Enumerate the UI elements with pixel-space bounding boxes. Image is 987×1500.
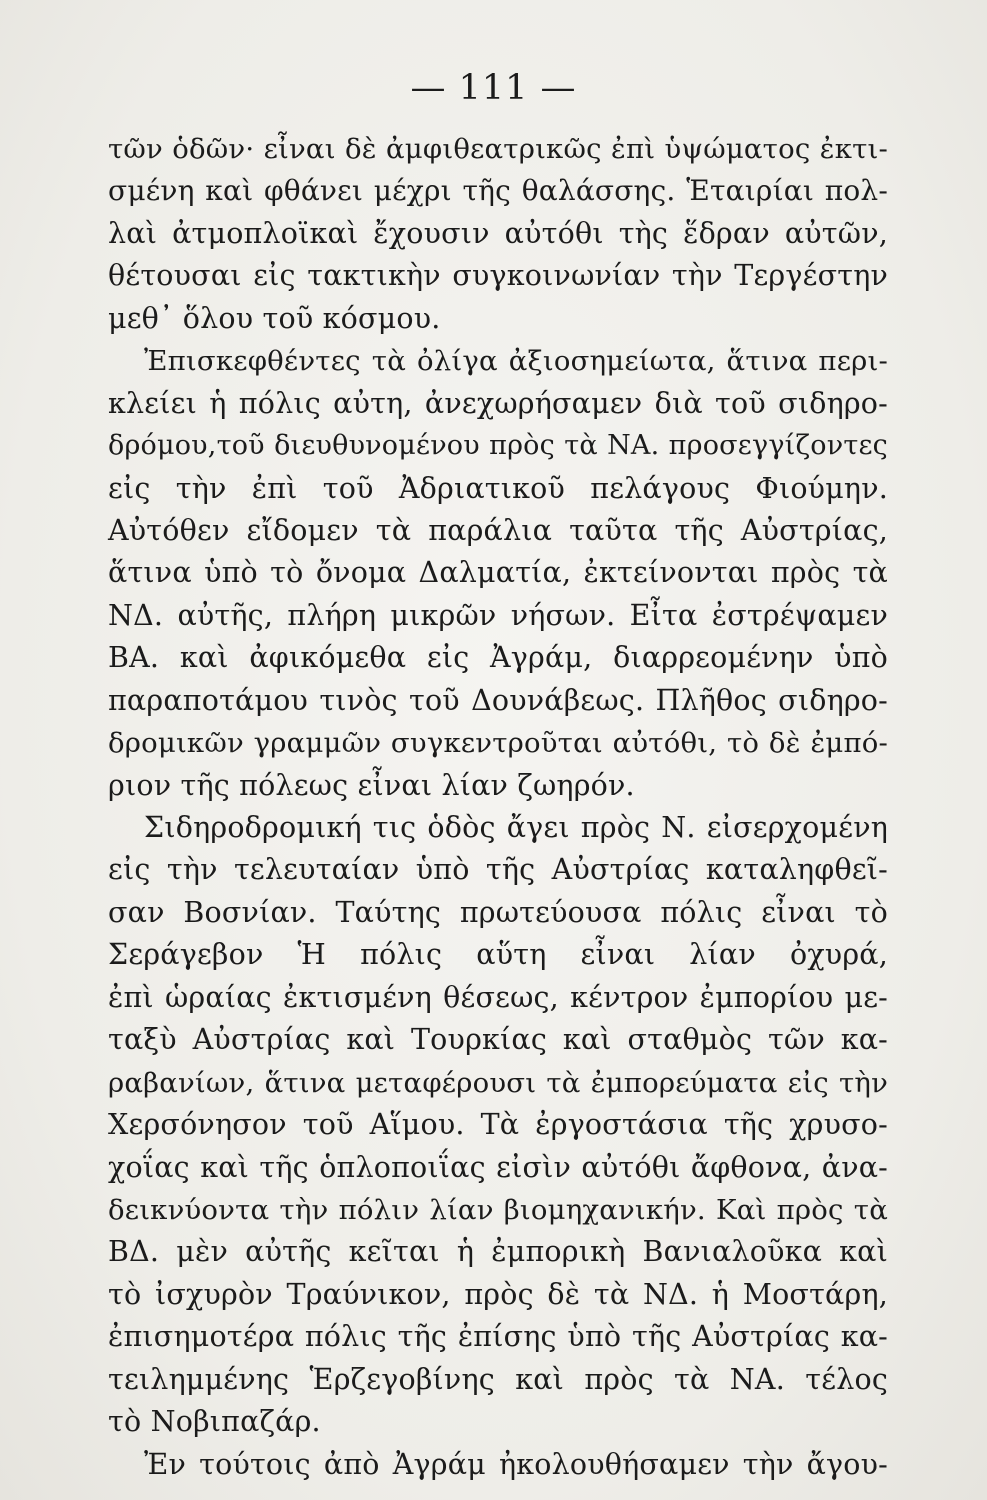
text-line: Σιδηροδρομική τις ὁδὸς ἄγει πρὸς Ν. εἰσερχομένη xyxy=(144,811,888,844)
text-line: ἅτινα ὑπὸ τὸ ὄνομα Δαλματία, ἐκτείνονται πρὸς τὰ xyxy=(108,556,888,590)
text-line: τειλημμένης Ἑρζεγοβίνης καὶ πρὸς τὰ ΝΑ. τέλος xyxy=(108,1362,888,1396)
text-line: δρόμου,τοῦ διευθυνομένου πρὸς τὰ ΝΑ. προσεγγίζοντες xyxy=(108,430,888,462)
text-line: παραποτάμου τινὸς τοῦ Δουνάβεως. Πλῆθος σιδηρο- xyxy=(108,683,888,717)
text-line: κλείει ἡ πόλις αὐτη, ἀνεχωρήσαμεν διὰ τοῦ σιδηρο- xyxy=(108,386,888,420)
text-line: ἐπὶ ὡραίας ἐκτισμένη θέσεως, κέντρον ἐμπορίου με- xyxy=(108,980,888,1014)
text-line: εἰς τὴν ἐπὶ τοῦ Ἀδριατικοῦ πελάγους Φιούμην. xyxy=(108,471,888,505)
text-line: θέτουσαι εἰς τακτικὴν συγκοινωνίαν τὴν Τεργέστην xyxy=(108,259,888,293)
text-line: ΒΑ. καὶ ἀφικόμεθα εἰς Ἀγράμ, διαρρεομένην ὑπὸ xyxy=(108,641,888,675)
page-number: — 111 — xyxy=(410,68,577,108)
text-line: ριον τῆς πόλεως εἶναι λίαν ζωηρόν. xyxy=(108,768,635,802)
text-line: λαὶ ἀτμοπλοϊκαὶ ἔχουσιν αὐτόθι τὴς ἕδραν αὐτῶν, xyxy=(108,216,888,250)
text-line: ταξὺ Αὐστρίας καὶ Τουρκίας καὶ σταθμὸς τῶν κα- xyxy=(108,1023,888,1057)
text-line: ραβανίων, ἅτινα μεταφέρουσι τὰ ἐμπορεύματα εἰς τὴν xyxy=(108,1066,888,1099)
text-line: τῶν ὁδῶν· εἶναι δὲ ἀμφιθεατρικῶς ἐπὶ ὑψώματος ἐκτι- xyxy=(108,133,888,165)
text-line: εἰς τὴν τελευταίαν ὑπὸ τῆς Αὐστρίας καταληφθεῖ- xyxy=(108,853,888,887)
text-line: δρομικῶν γραμμῶν συγκεντροῦται αὐτόθι, τὸ δὲ ἐμπό- xyxy=(108,727,888,760)
text-line: Αὐτόθεν εἴδομεν τὰ παράλια ταῦτα τῆς Αὐστρίας, xyxy=(108,513,888,547)
text-line: μεθ᾽ ὅλου τοῦ κόσμου. xyxy=(108,301,441,335)
text-line: Ἐν τούτοις ἀπὸ Ἀγράμ ἠκολουθήσαμεν τὴν ἄγου- xyxy=(144,1447,888,1481)
text-line: σμένη καὶ φθάνει μέχρι τῆς θαλάσσης. Ἑταιρίαι πολ- xyxy=(108,174,888,208)
text-line: τὸ ἰσχυρὸν Τραύνικον, πρὸς δὲ τὰ ΝΔ. ἡ Μοστάρη, xyxy=(108,1277,888,1311)
text-line: ΒΔ. μὲν αὐτῆς κεῖται ἡ ἐμπορικὴ Βανιαλοῦκα καὶ xyxy=(108,1235,888,1269)
text-line: χοΐας καὶ τῆς ὁπλοποιΐας εἰσὶν αὐτόθι ἄφθονα, ἀνα- xyxy=(108,1150,888,1184)
text-line: Χερσόνησον τοῦ Αἵμου. Τὰ ἐργοστάσια τῆς χρυσο- xyxy=(108,1108,888,1142)
text-line: τὸ Νοβιπαζάρ. xyxy=(108,1405,321,1439)
text-line: Ἐπισκεφθέντες τὰ ὀλίγα ἀξιοσημείωτα, ἅτινα περι- xyxy=(144,345,888,378)
body-text xyxy=(108,128,888,1486)
text-line: ΝΔ. αὐτῆς, πλήρη μικρῶν νήσων. Εἶτα ἐστρέψαμεν xyxy=(108,598,888,632)
text-line: ἐπισημοτέρα πόλις τῆς ἐπίσης ὑπὸ τῆς Αὐστρίας κα- xyxy=(108,1320,888,1354)
text-line: σαν Βοσνίαν. Ταύτης πρωτεύουσα πόλις εἶναι τὸ xyxy=(108,895,888,929)
text-line: Σεράγεβον Ἡ πόλις αὕτη εἶναι λίαν ὀχυρά, xyxy=(108,938,888,972)
text-line: δεικνύοντα τὴν πόλιν λίαν βιομηχανικήν. Καὶ πρὸς τὰ xyxy=(108,1193,888,1226)
